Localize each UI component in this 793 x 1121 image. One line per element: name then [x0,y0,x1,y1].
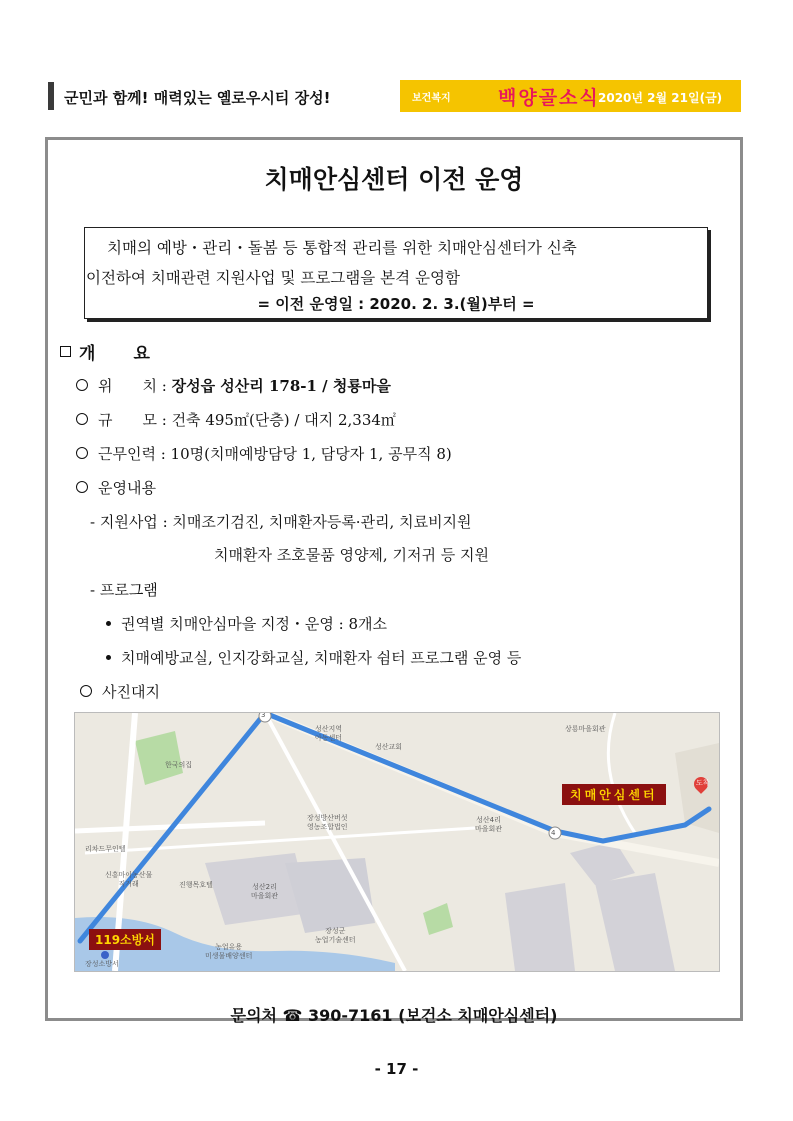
location-value: 장성읍 성산리 178-1 / 청룡마을 [171,377,391,395]
map-label-church: 성산교회 [375,743,403,751]
map-label-village-hall-4: 성산4리 마을회관 [475,816,503,833]
scale-text: 규 모 : 건축 495㎡(단층) / 대지 2,334㎡ [98,411,396,429]
map-label-motel: 리차드무인텔 [85,845,126,853]
map-label-mushroom-farm: 장성방산버섯 영농조합법인 [307,814,348,831]
item-scale [76,409,396,430]
item-photo [80,681,160,702]
map-label-farm-market: 신흥마이농산물 직거래 [105,871,153,888]
map-label-fire-station: 장성소방서 [85,960,119,968]
dot-bullet-icon [106,621,111,626]
contact-info: 문의처 ☎ 390-7161 (보건소 치매안심센터) [230,1006,558,1025]
item-staff [76,443,452,464]
item-location [76,375,391,396]
circle-bullet-icon [76,379,88,391]
content-text: 운영내용 [98,479,156,497]
photo-text: 사진대지 [102,683,160,701]
map-label-hotel: 진행목호텔 [179,881,213,889]
circle-bullet-icon [76,481,88,493]
header-category: 보건복지 [412,93,451,104]
map-label-center-youth: 성산지역 아동센터 [315,725,343,742]
map-destination-tag: 도착 [696,779,710,787]
map-label-village-hall-2: 성산2리 마을회관 [251,883,279,900]
map-label-agri-center: 장성군 농업기술센터 [315,927,356,944]
map-label-microbe-center: 농업유용 미생물배양센터 [205,943,253,960]
support-line-1: - 지원사업 : 치매조기검진, 치매환자등록·관리, 치료비지원 [90,513,472,531]
support-line-2: 치매환자 조호물품 영양제, 기저귀 등 지원 [214,546,489,564]
map-destination-label: 치매안심센터 [562,784,666,805]
route-marker-4: 4 [551,829,556,837]
summary-line-1: 치매의 예방・관리・돌봄 등 통합적 관리를 위한 치매안심센터가 신축 [107,239,577,257]
program-item-2: 치매예방교실, 인지강화교실, 치매환자 쉼터 프로그램 운영 등 [106,647,521,668]
square-bullet-icon [60,346,71,357]
page-header [48,80,741,112]
circle-bullet-icon [76,447,88,459]
header-slogan: 군민과 함께! 매력있는 옐로우시티 장성! [64,89,331,107]
circle-bullet-icon [76,413,88,425]
program-item-1: 권역별 치매안심마을 지정・운영 : 8개소 [106,613,387,634]
map-station-label: 119소방서 [89,929,161,950]
section-heading-b: 요 [133,344,150,364]
item-content [76,477,156,498]
summary-date-line: = 이전 운영일 : 2020. 2. 3.(월)부터 = [257,295,535,313]
article-frame [45,137,743,1025]
route-marker-3: 3 [261,712,266,719]
program-heading: - 프로그램 [90,581,158,599]
location-label: 위 치 : [98,377,167,395]
staff-text: 근무인력 : 10명(치매예방담당 1, 담당자 1, 공무직 8) [98,445,452,463]
map-label-hanguk-house: 한국의집 [165,761,193,769]
location-map [74,712,720,972]
map-label-village-hall-1: 상룡마을회관 [565,725,606,733]
header-tag [400,80,741,112]
section-heading-a: 개 [79,344,96,364]
map-start-pin-icon [101,951,109,959]
dot-bullet-icon [106,655,111,660]
section-heading [60,339,150,364]
summary-line-2: 이전하여 치매관련 지원사업 및 프로그램을 본격 운영함 [86,269,460,287]
article-title: 치매안심센터 이전 운영 [264,165,524,194]
header-newsletter-name: 백양골소식 [498,87,600,109]
summary-box [84,227,708,319]
header-date: 2020년 2월 21일(금) [598,91,723,105]
circle-bullet-icon [80,685,92,697]
page-number: - 17 - [374,1060,419,1078]
header-accent-bar [48,82,54,110]
